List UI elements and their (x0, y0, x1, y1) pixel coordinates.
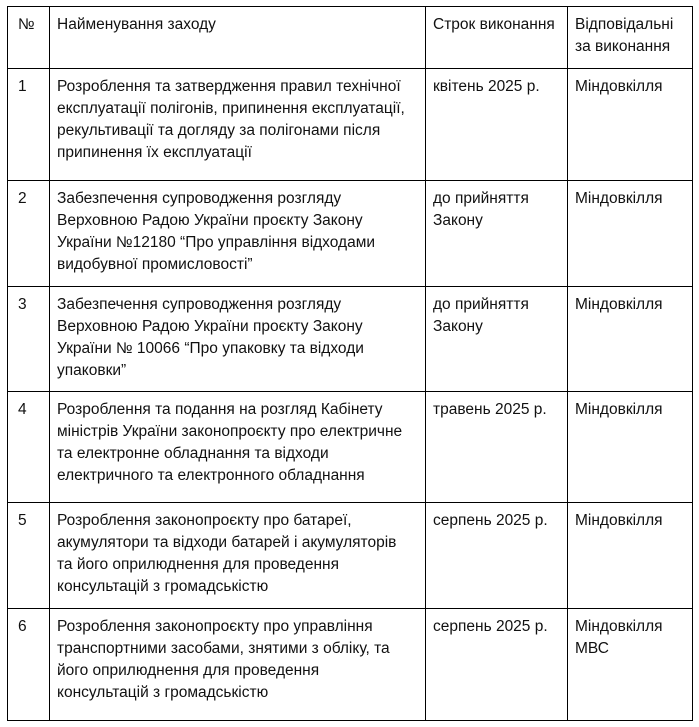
row-name: Забезпечення супроводження розгляду Верховною Радою України проєкту Закону України № 10066 “Про упаковку та відходи упаковки” (50, 287, 426, 392)
row-responsible: Міндовкілля (568, 181, 693, 287)
row-name: Забезпечення супроводження розгляду Верховною Радою України проєкту Закону України №12180 “Про управління відходами видобувної промисловості” (50, 181, 426, 287)
table-row (8, 69, 693, 181)
table-row (8, 287, 693, 392)
row-num: 4 (8, 392, 50, 503)
row-responsible: Міндовкілля (568, 69, 693, 181)
row-num: 5 (8, 503, 50, 609)
row-responsible: Міндовкілля (568, 392, 693, 503)
row-name: Розроблення та подання на розгляд Кабінету міністрів України законопроєкту про електричне та електронне обладнання та відходи електричного та електронного обладнання (50, 392, 426, 503)
measures-table (7, 6, 693, 721)
row-num: 6 (8, 609, 50, 721)
row-deadline: серпень 2025 р. (426, 503, 568, 609)
row-num: 2 (8, 181, 50, 287)
row-name: Розроблення законопроєкту про управління транспортними засобами, знятими з обліку, та його оприлюднення для проведення консультацій з громадськістю (50, 609, 426, 721)
header-num: № (8, 7, 50, 69)
row-responsible: Міндовкілля (568, 287, 693, 392)
table-row (8, 181, 693, 287)
row-name: Розроблення та затвердження правил технічної експлуатації полігонів, припинення експлуатації, рекультивації та догляду за полігонами після припинення їх експлуатації (50, 69, 426, 181)
table-row (8, 392, 693, 503)
row-deadline: квітень 2025 р. (426, 69, 568, 181)
row-deadline: серпень 2025 р. (426, 609, 568, 721)
row-responsible: Міндовкілля (568, 503, 693, 609)
row-num: 1 (8, 69, 50, 181)
table-row (8, 609, 693, 721)
row-deadline: травень 2025 р. (426, 392, 568, 503)
table-row (8, 503, 693, 609)
row-deadline: до прийняття Закону (426, 287, 568, 392)
row-responsible: Міндовкілля МВС (568, 609, 693, 721)
header-deadline: Строк виконання (426, 7, 568, 69)
header-row (8, 7, 693, 69)
header-name: Найменування заходу (50, 7, 426, 69)
row-name: Розроблення законопроєкту про батареї, акумулятори та відходи батарей і акумуляторів та його оприлюднення для проведення консультацій з громадськістю (50, 503, 426, 609)
row-deadline: до прийняття Закону (426, 181, 568, 287)
header-responsible: Відповідальні за виконання (568, 7, 693, 69)
row-num: 3 (8, 287, 50, 392)
